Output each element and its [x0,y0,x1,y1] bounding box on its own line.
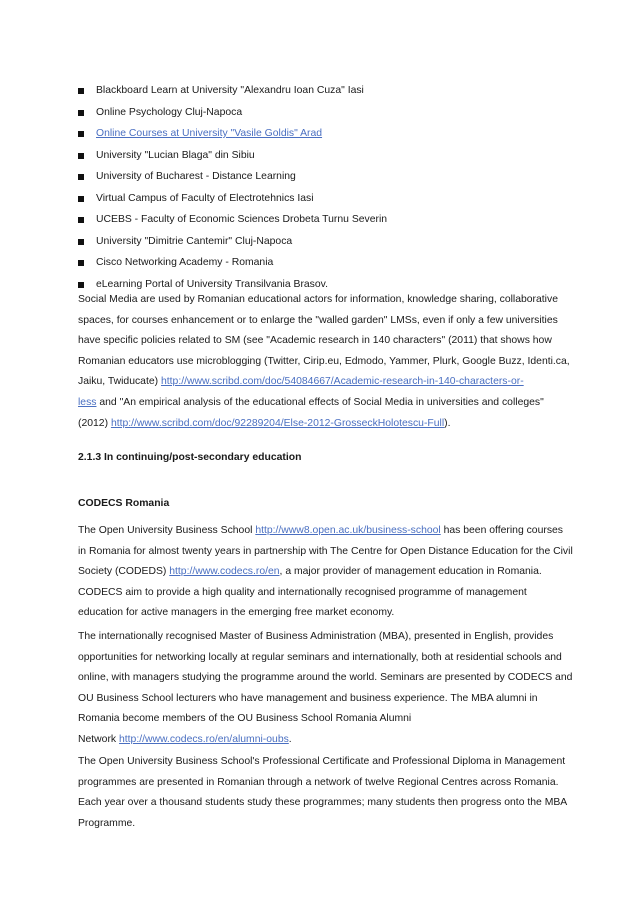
vasile-goldis-link[interactable]: Online Courses at University "Vasile Goldis" Arad [96,128,323,139]
codecs-heading: CODECS Romania [78,498,170,509]
codecs-paragraph-3 [78,752,568,834]
list-item [78,209,598,231]
text-line: in Romania for almost twenty years in partnership with The Centre for Open Distance Education for the Civil [78,545,573,557]
bullet-square-icon [78,131,84,137]
text-line: Programme. [78,817,136,829]
text-line: The Open University Business School's Professional Certificate and Professional Diploma in Management [78,756,566,767]
list-item-text: University "Dimitrie Cantemir" Cluj-Napoca [96,235,293,247]
bullet-square-icon [78,196,84,202]
scribd-else-2012-link[interactable]: http://www.scribd.com/doc/92289204/Else-2012-GrosseckHolotescu-Full [110,417,445,429]
codecs-alumni-link[interactable]: http://www.codecs.ro/en/alumni-oubs [119,733,289,745]
text-line: Romanian educators use microblogging (Twitter, Cirip.eu, Edmodo, Yammer, Plurk, Google Buzz, Identi.ca, [78,355,570,367]
text-line [78,393,564,414]
list-item-text: University "Lucian Blaga" din Sibiu [96,149,255,161]
text-line [78,730,564,751]
text-line: CODECS aim to provide a high quality and internationally recognised programme of management [78,586,527,598]
bullet-square-icon [78,217,84,223]
list-item-text: Cisco Networking Academy - Romania [96,257,274,268]
text-span: Network [78,733,119,745]
list-item-text: UCEBS - Faculty of Economic Sciences Drobeta Turnu Severin [96,214,388,225]
text-span: has been offering courses [440,525,563,536]
codecs-paragraph-2 [78,627,573,751]
text-line: programmes are presented in Romanian through a network of twelve Regional Centres across Romania. [78,776,559,788]
text-line: have specific policies related to SM (see "Academic research in 140 characters" (2011) that shows how [78,335,552,347]
list-item [78,188,598,210]
bullet-square-icon [78,88,84,94]
bullet-square-icon [78,153,84,159]
ou-business-school-link[interactable]: http://www8.open.ac.uk/business-school [255,525,441,536]
text-line [78,521,564,542]
bullet-square-icon [78,174,84,180]
list-item [78,145,598,167]
scribd-academic-research-link-cont[interactable]: less [78,396,97,408]
bullet-square-icon [78,282,84,288]
text-line: education for active managers in the emerging free market economy. [78,607,395,619]
bullet-square-icon [78,239,84,245]
bullet-square-icon [78,260,84,266]
text-line [78,562,564,583]
list-item [78,80,598,102]
text-line [78,414,564,435]
codecs-link[interactable]: http://www.codecs.ro/en [169,566,280,578]
text-line: spaces, for courses enhancement or to enlarge the "walled garden" LMSs, even if only a few universities [78,314,558,326]
text-line: Each year over a thousand students study these programmes; many students then progress onto the MBA [78,797,568,809]
list-item-text: University of Bucharest - Distance Learning [96,171,296,182]
text-line [78,372,564,393]
text-span: ). [444,417,451,429]
list-item-text: Online Psychology Cluj-Napoca [96,106,243,118]
text-span: Society (CODEDS) [78,566,170,578]
list-item [78,166,598,188]
text-line: opportunities for networking locally at regular seminars and internationally, both at residential schools and [78,651,562,663]
university-list [78,80,598,295]
text-line: OU Business School lecturers who have management and business experience. The MBA alumni in [78,692,538,704]
text-line: Romania become members of the OU Business School Romania Alumni [78,713,412,725]
text-line: Social Media are used by Romanian educational actors for information, knowledge sharing, collaborative [78,294,558,305]
text-line: online, with managers studying the programme around the world. Seminars are presented by CODECS and [78,672,573,684]
text-span: , a major provider of management education in Romania. [279,566,542,578]
section-heading: 2.1.3 In continuing/post-secondary education [78,452,302,463]
list-item-text: Virtual Campus of Faculty of Electrotehnics Iasi [96,192,314,204]
bullet-square-icon [78,110,84,116]
text-line: The internationally recognised Master of Business Administration (MBA), presented in English, provides [78,631,554,642]
text-span: (2012) [78,417,111,429]
list-item [78,123,598,145]
social-media-paragraph [78,290,570,434]
text-span: Jaiku, Twiducate) [78,376,161,388]
list-item [78,252,598,274]
list-item [78,231,598,253]
list-item [78,102,598,124]
codecs-paragraph-1 [78,521,573,624]
text-span: . [288,733,292,745]
text-span: The Open University Business School [78,525,256,536]
list-item-text: eLearning Portal of University Transilvania Brasov. [96,278,328,290]
scribd-academic-research-link[interactable]: http://www.scribd.com/doc/54084667/Academic-research-in-140-characters-or- [160,376,524,388]
list-item-text: Blackboard Learn at University "Alexandru Ioan Cuza" Iasi [96,85,364,96]
text-span: and "An empirical analysis of the educational effects of Social Media in universities and colleges" [96,396,544,408]
